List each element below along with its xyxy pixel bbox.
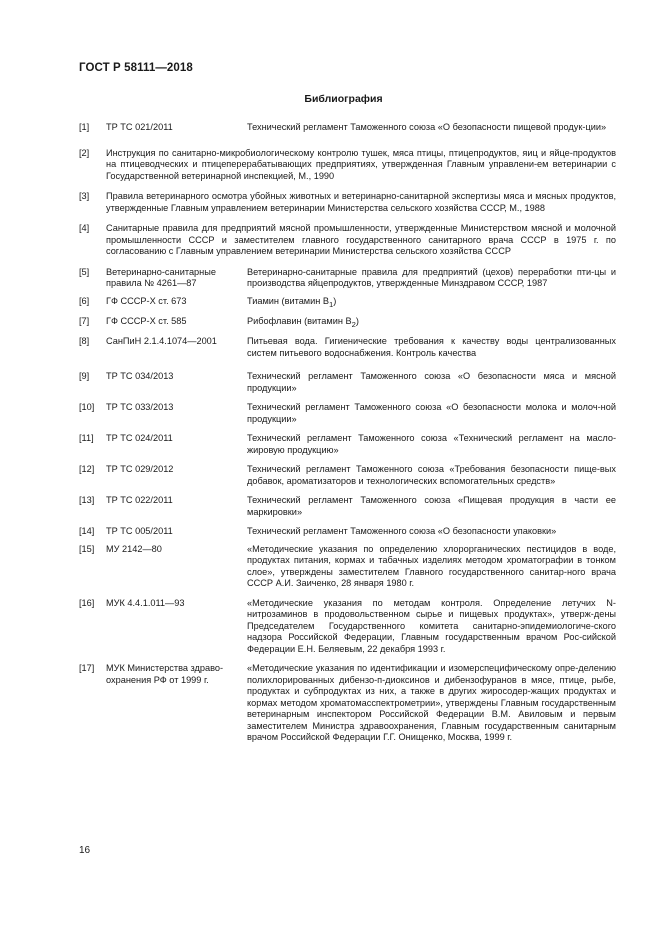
entry-number: [14] xyxy=(79,526,95,537)
bibliography-entry xyxy=(79,402,616,425)
entry-reference: ТР ТС 022/2011 xyxy=(106,495,173,506)
section-title: Библиография xyxy=(304,93,383,105)
entry-text: Тиамин (витамин B xyxy=(247,295,330,306)
entry-description xyxy=(247,316,616,330)
entry-reference: ГФ СССР-Х ст. 585 xyxy=(106,315,187,326)
entry-number: [15] xyxy=(79,543,95,554)
entry-description: Технический регламент Таможенного союза «Технический регламент на масло-жировую продукцию» xyxy=(247,433,616,455)
entry-description: Технический регламент Таможенного союза «О безопасности молока и молоч-ной продукции» xyxy=(247,402,616,424)
entry-text-end: ) xyxy=(333,295,337,306)
entry-description: Технический регламент Таможенного союза «Пищевая продукция в части ее маркировки» xyxy=(247,495,616,517)
entry-number: [13] xyxy=(79,495,95,506)
bibliography-entry xyxy=(79,122,616,134)
entry-reference: ТР ТС 005/2011 xyxy=(106,526,173,537)
entry-description: Технический регламент Таможенного союза «О безопасности упаковки» xyxy=(247,526,557,537)
entry-description: Технический регламент Таможенного союза «О безопасности мяса и мясной продукции» xyxy=(247,371,616,393)
entry-number: [5] xyxy=(79,266,90,277)
entry-reference: МУК Министерства здраво-охранения РФ от 1999 г. xyxy=(106,663,224,685)
bibliography-entry xyxy=(79,464,616,487)
bibliography-entry xyxy=(79,433,616,456)
subscript: 1 xyxy=(329,299,334,309)
bibliography-entry xyxy=(79,336,616,359)
bibliography-entry xyxy=(79,191,616,214)
bibliography-entry xyxy=(79,316,616,330)
entry-text: Рибофлавин (витамин B xyxy=(247,315,352,326)
bibliography-entry xyxy=(79,371,616,394)
entry-description: «Методические указания по определению хлорорганических пестицидов в воде, продуктах питания, кормах и табачных изделиях методом хроматографии в тонком слое», утверждены заместителем Главного государственного санитар-ного врача СССР А.И. Заиченко, 28 января 1980 г. xyxy=(247,543,616,589)
subscript: 2 xyxy=(351,319,356,329)
entry-reference: ТР ТС 034/2013 xyxy=(106,371,174,382)
entry-description xyxy=(247,296,616,310)
bibliography-entry xyxy=(79,544,616,590)
entry-number: [6] xyxy=(79,295,90,306)
entry-reference: ТР ТС 024/2011 xyxy=(106,433,173,444)
entry-description: Технический регламент Таможенного союза «Требования безопасности пище-вых добавок, ароматизаторов и технологических вспомогательных средств» xyxy=(247,464,616,486)
entry-description: Инструкция по санитарно-микробиологическому контролю тушек, мяса птицы, птицепродуктов, яиц и яйце-продуктов на птицеводческих и птицеперерабатывающих предприятиях, утвержденная Главным управлени-ем ветеринарии с Государственной ветеринарной инспекцией, М., 1990 xyxy=(106,147,616,181)
entry-number: [2] xyxy=(79,147,90,158)
entry-description: Питьевая вода. Гигиенические требования к качеству воды централизованных систем питьевого водоснабжения. Контроль качества xyxy=(247,336,616,358)
entry-description: Ветеринарно-санитарные правила для предприятий (цехов) переработки пти-цы и производства яйцепродуктов, утвержденные Минздравом СССР, 1987 xyxy=(247,266,616,288)
entry-number: [7] xyxy=(79,315,90,326)
entry-reference: ТР ТС 029/2012 xyxy=(106,464,174,475)
bibliography-entry xyxy=(79,223,616,258)
entry-reference: ГФ СССР-Х ст. 673 xyxy=(106,295,187,306)
entry-number: [10] xyxy=(79,402,95,413)
entry-number: [17] xyxy=(79,663,95,674)
entry-number: [16] xyxy=(79,597,95,608)
bibliography-entry xyxy=(79,526,616,538)
entry-number: [1] xyxy=(79,122,90,132)
bibliography-entry xyxy=(79,148,616,183)
entry-description: Санитарные правила для предприятий мясной промышленности, утвержденные Министерством мясной и молочной промышленности СССР и заместителем главного государственного санитарного врача СССР в 1975 г. по согласованию с Главным управлением ветеринарии Министерства сельского хозяйства СССР xyxy=(106,223,616,256)
entry-number: [12] xyxy=(79,464,95,475)
bibliography-entry xyxy=(79,663,616,744)
entry-reference: Ветеринарно-санитарные правила № 4261—87 xyxy=(106,266,216,288)
entry-reference: ТР ТС 033/2013 xyxy=(106,402,174,413)
bibliography-list xyxy=(79,122,616,744)
entry-number: [8] xyxy=(79,336,90,347)
entry-description: «Методические указания по методам контроля. Определение летучих N-нитрозаминов в продовольственном сырье и пищевых продуктах», утверж-дены Председателем Государственного комитета санитарно-эпидемиологиче-ского надзора Российской Федерации, Главным государственным врачом Рос-сийской Федерации Е.Н. Беляевым, 22 декабря 1993 г. xyxy=(247,597,616,654)
entry-reference: СанПиН 2.1.4.1074—2001 xyxy=(106,336,217,347)
bibliography-entry xyxy=(79,267,616,290)
bibliography-entry xyxy=(79,598,616,656)
entry-number: [11] xyxy=(79,433,94,444)
entry-description: Технический регламент Таможенного союза «О безопасности пищевой продук-ции» xyxy=(247,122,607,132)
entry-number: [9] xyxy=(79,371,90,382)
bibliography-entry xyxy=(79,296,616,310)
entry-number: [3] xyxy=(79,191,90,201)
entry-description: Правила ветеринарного осмотра убойных животных и ветеринарно-санитарной экспертизы мяса и мясных продуктов, утвержденные Главным управлением ветеринарии Министерства сельского хозяйства СССР, М., 1988 xyxy=(106,191,616,213)
entry-reference: ТР ТС 021/2011 xyxy=(106,122,173,132)
entry-number: [4] xyxy=(79,223,90,233)
entry-text-end: ) xyxy=(355,315,359,326)
entry-reference: МУ 2142—80 xyxy=(106,543,162,554)
bibliography-entry xyxy=(79,495,616,518)
document-header: ГОСТ Р 58111—2018 xyxy=(79,62,193,74)
entry-reference: МУК 4.4.1.011—93 xyxy=(106,597,185,608)
page-number: 16 xyxy=(79,845,91,856)
entry-description: «Методические указания по идентификации и изомерспецифическому опре-делению полихлорированных дибензо-п-диоксинов и дибензофуранов в мясе, птице, рыбе, продуктах и субпродуктах из них, а также в других жиросодер-жащих продуктах и кормах методом хроматомасспектрометрии», утверждены Главным государственным ветеринарным инспектором Российской Федерации В.М. Авиловым и первым заместителем Министра здравоохранения, Главным государственным санитарным врачом Российской Федерации Г.Г. Онищенко, Москва, 1999 г. xyxy=(247,663,616,743)
